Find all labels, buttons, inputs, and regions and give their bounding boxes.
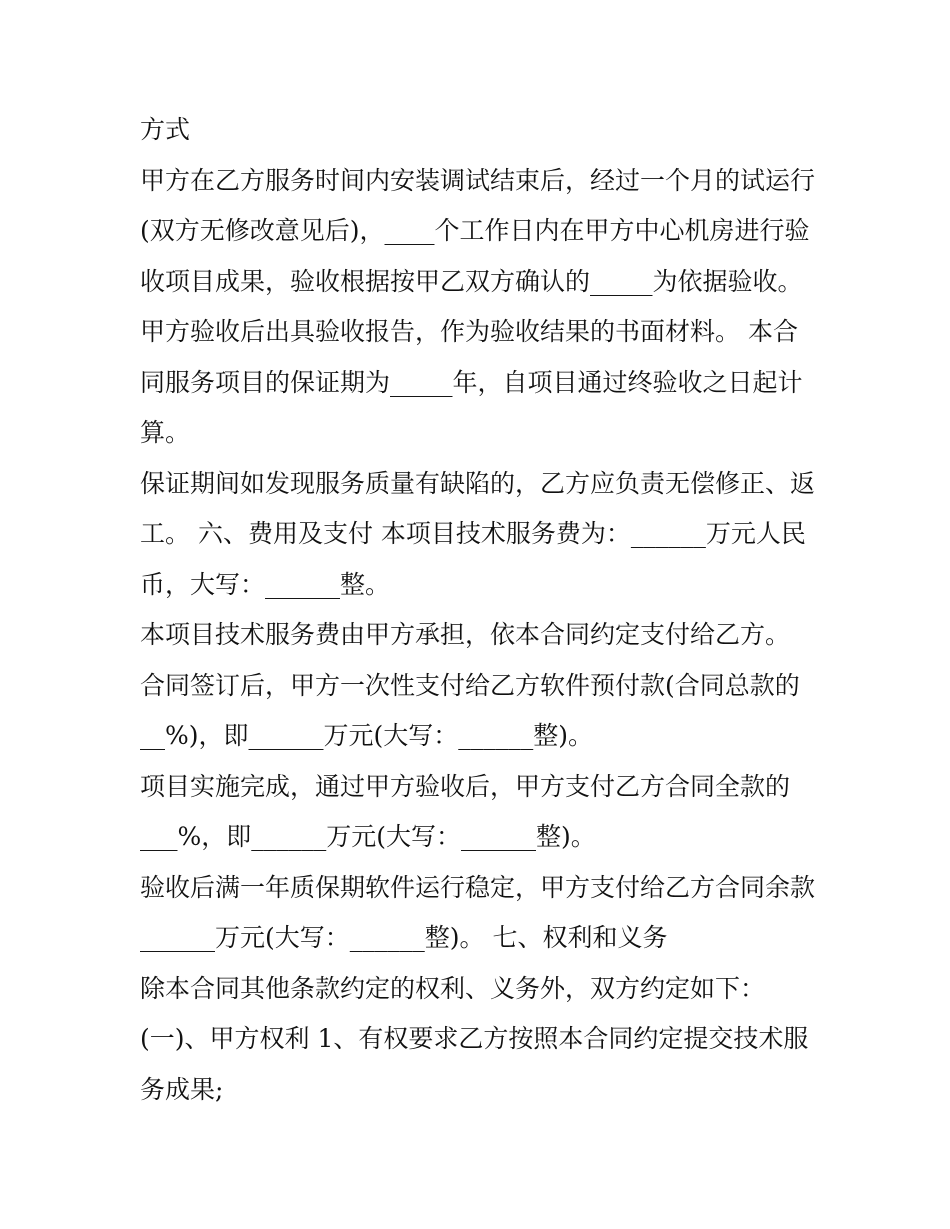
text-line: 项目实施完成，通过甲方验收后，甲方支付乙方合同全款的 [140, 771, 791, 801]
text-line: (双方无修改意见后)，____个工作日内在甲方中心机房进行验 [140, 216, 810, 245]
text-line: 算。 [140, 418, 191, 447]
text-line: ______万元(大写：______整)。 七、权利和义务 [140, 923, 668, 952]
text-line: 合同签订后，甲方一次性支付给乙方软件预付款(合同总款的 [140, 670, 800, 700]
text-line: 收项目成果，验收根据按甲乙双方确认的_____为依据验收。 [140, 266, 803, 296]
text-line: 工。 六、费用及支付 本项目技术服务费为：______万元人民 [140, 519, 806, 548]
text-line: 币，大写：______整。 [140, 569, 391, 599]
text-line: 务成果; [140, 1074, 224, 1104]
text-line: (一)、甲方权利 1、有权要求乙方按照本合同约定提交技术服 [140, 1024, 809, 1053]
text-line: 方式 [140, 115, 191, 144]
text-line: 甲方在乙方服务时间内安装调试结束后，经过一个月的试运行 [140, 165, 816, 195]
text-line: 同服务项目的保证期为_____年，自项目通过终验收之日起计 [140, 367, 803, 397]
text-line: 除本合同其他条款约定的权利、义务外，双方约定如下： [140, 973, 766, 1003]
text-line: 甲方验收后出具验收报告，作为验收结果的书面材料。 本合 [140, 317, 798, 346]
text-line: ___%，即______万元(大写：______整)。 [140, 822, 596, 851]
text-line: 本项目技术服务费由甲方承担，依本合同约定支付给乙方。 [140, 620, 791, 649]
text-line: __%)，即______万元(大写：______整)。 [140, 721, 594, 750]
text-line: 保证期间如发现服务质量有缺陷的，乙方应负责无偿修正、返 [140, 468, 816, 498]
text-line: 验收后满一年质保期软件运行稳定，甲方支付给乙方合同余款 [140, 872, 816, 902]
contract-text [140, 105, 820, 1115]
